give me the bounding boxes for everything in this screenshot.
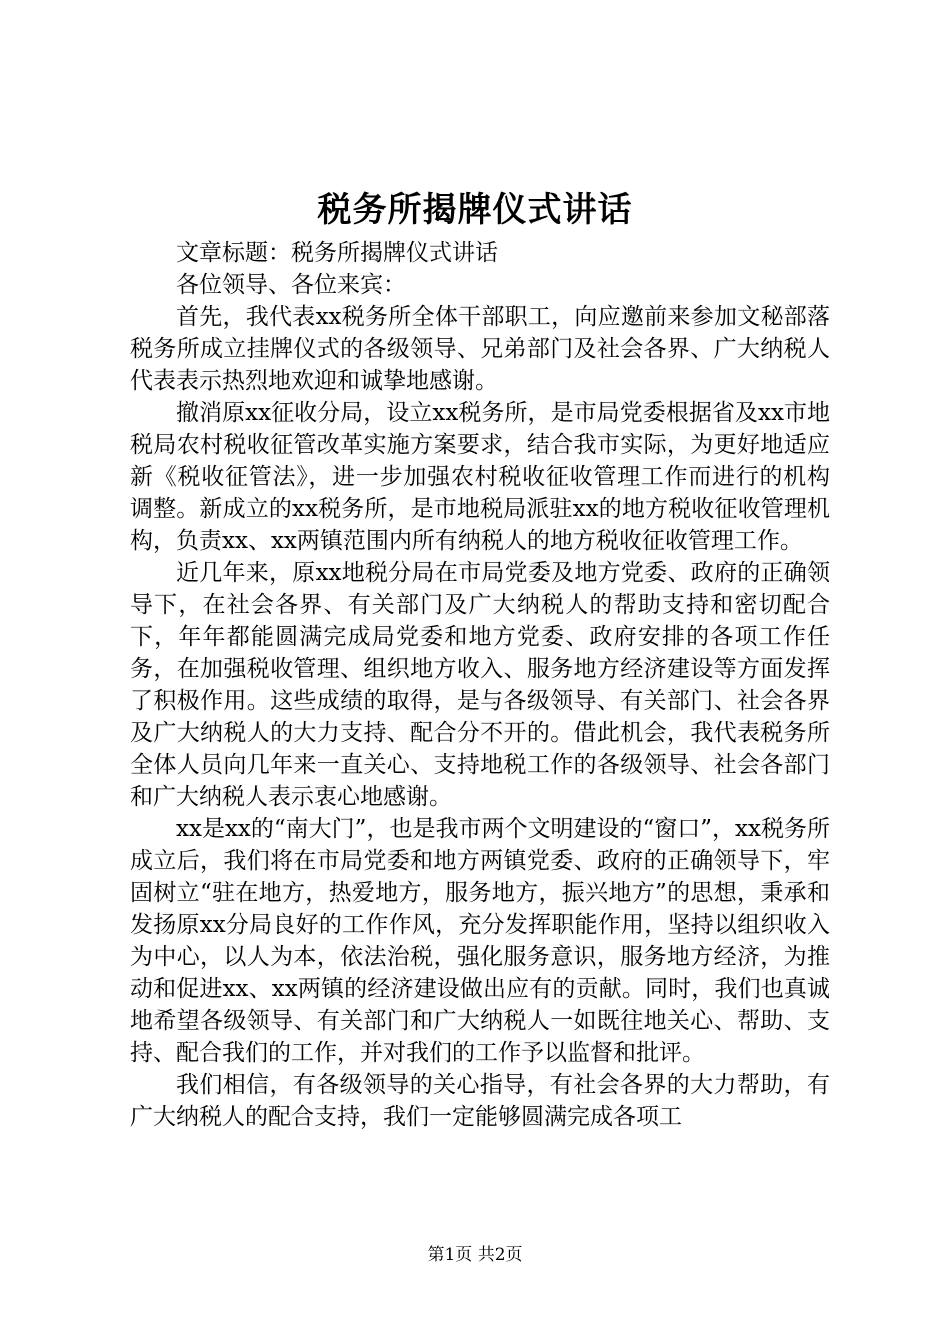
document-title: 税务所揭牌仪式讲话 [317,190,633,230]
paragraph-restructuring: 撤消原xx征收分局，设立xx税务所，是市局党委根据省及xx市地税局农村税收征管改革实施方案要求，结合我市实际，为更好地适应新《税收征管法》，进一步加强农村税收征收管理工作而进行的机构调整。新成立的xx税务所，是市地税局派驻xx的地方税收征收管理机构，负责xx、xx两镇范围内所有纳税人的地方税收征收管理工作。 [130,400,830,554]
paragraph-welcome: 首先，我代表xx税务所全体干部职工，向应邀前来参加文秘部落税务所成立挂牌仪式的各级领导、兄弟部门及社会各界、广大纳税人代表表示热烈地欢迎和诚挚地感谢。 [130,304,830,394]
paragraph-achievements: 近几年来，原xx地税分局在市局党委及地方党委、政府的正确领导下，在社会各界、有关部门及广大纳税人的帮助支持和密切配合下，年年都能圆满完成局党委和地方党委、政府安排的各项工作任务，在加强税收管理、组织地方收入、服务地方经济建设等方面发挥了积极作用。这些成绩的取得，是与各级领导、有关部门、社会各界及广大纳税人的大力支持、配合分不开的。借此机会，我代表税务所全体人员向几年来一直关心、支持地税工作的各级领导、社会各部门和广大纳税人表示衷心地感谢。 [130,560,830,810]
paragraph-commitment: xx是xx的“南大门”，也是我市两个文明建设的“窗口”，xx税务所成立后，我们将在市局党委和地方两镇党委、政府的正确领导下，牢固树立“驻在地方，热爱地方，服务地方，振兴地方”的思想，秉承和发扬原xx分局良好的工作作风，充分发挥职能作用，坚持以组织收入为中心，以人为本，依法治税，强化服务意识，服务地方经济，为推动和促进xx、xx两镇的经济建设做出应有的贡献。同时，我们也真诚地希望各级领导、有关部门和广大纳税人一如既往地关心、帮助、支持、配合我们的工作，并对我们的工作予以监督和批评。 [130,816,830,1066]
document-body [130,237,830,1133]
paragraph-confidence: 我们相信，有各级领导的关心指导，有社会各界的大力帮助，有广大纳税人的配合支持，我们一定能够圆满完成各项工 [130,1072,830,1130]
paragraph-article-title: 文章标题：税务所揭牌仪式讲话 [176,240,498,266]
page-number-footer: 第1页 共2页 [427,1245,523,1265]
paragraph-salutation: 各位领导、各位来宾： [176,272,406,298]
